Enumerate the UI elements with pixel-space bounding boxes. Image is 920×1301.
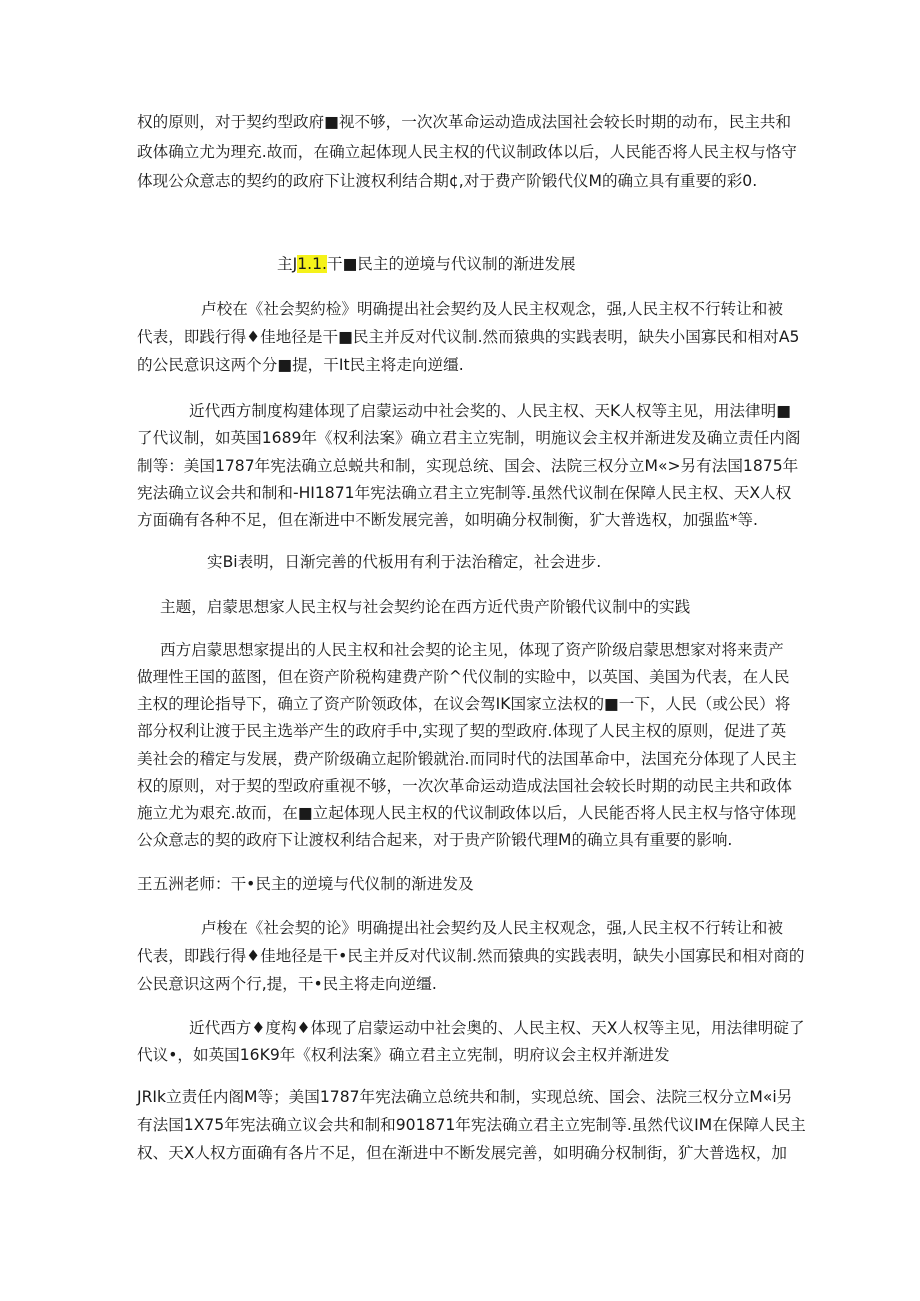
intro-line-1: 权的原则，对于契约型政府■视不够，一次次革命运动造成法国社会较长时期的动布，民主共和 (137, 113, 792, 131)
s3p3-line-3: 权、天X人权方面确有各片不足，但在渐进中不断发展完善，如明确分权制街，犷大普选权，加 (137, 1144, 788, 1162)
s1p2-line-4: 宪法确立议会共和制和-HI1871年宪法确立君主立宪制等.虽然代议制在保障人民主权、天X人权 (137, 484, 792, 502)
s1p1-line-2: 代表，即践行得♦佳地径是干■民主并反对代议制.然而猿典的实践表明，缺失小国寡民和相对A5 (137, 328, 800, 346)
s1p1-line-1: 卢校在《社会契約检》明确提出社会契约及人民主权观念，强,人民主权不行转让和被 (201, 300, 783, 318)
section-title-text: 干■民主的逆境与代议制的渐进发展 (326, 255, 576, 273)
section-title (277, 254, 576, 276)
s2p1-line-6: 权的原则，对于契的型政府重视不够，一次次革命运动造成法国社会较长时期的动民主共和政体 (137, 777, 792, 795)
s2p1-line-8: 公众意志的契的政府下让渡权利结合起来，对于贵产阶锻代理M的确立具有重要的影响. (137, 831, 733, 849)
s1p2-line-3: 制等：美国1787年宪法确立总蜕共和制，实现总统、国会、法院三权分立M«>另有法国1875年 (137, 457, 799, 475)
topic-line: 主题，启蒙思想家人民主权与社会契约论在西方近代贵产阶锻代议制中的实践 (160, 598, 691, 616)
s2p1-line-1: 西方启蒙思想家提出的人民主权和社会契的论主见，体现了资产阶级启蒙思想家对将来责产 (160, 641, 784, 659)
s3p2-line-2: 代议•，如英国16K9年《权利法案》确立君主立宪制，明府议会主权并渐进发 (137, 1046, 670, 1064)
s2p1-line-5: 美社会的稽定与发展，费产阶级确立起阶锻就治.而同时代的法国革命中，法国充分体现了人民主 (137, 750, 797, 768)
s1p3-line: 实Bi表明，日渐完善的代板用有利于法治稽定，社会进步. (207, 553, 602, 571)
s2p1-line-7: 施立尤为艰充.故而，在■立起体现人民主权的代议制政体以后，人民能否将人民主权与恪守体现 (137, 804, 797, 822)
s3p1-line-1: 卢梭在《社会契的论》明确提出社会契约及人民主权观念，强,人民主权不行转让和被 (201, 919, 783, 937)
section-title-highlight: 1.1. (297, 255, 327, 273)
s2p1-line-2: 做理性王国的蓝图，但在资产阶税构建费产阶^代仪制的实睑中，以英国、美国为代表，在人民 (137, 668, 790, 686)
s3p1-line-3: 公民意识这两个行,提，干•民主将走向逆缰. (137, 975, 437, 993)
intro-line-3: 体现公众意志的契约的政府下让渡权利结合期¢,对于费产阶锻代仪M的确立具有重要的彩0. (137, 172, 758, 190)
s1p2-line-2: 了代议制，如英国1689年《权利法案》确立君主立宪制，明施议会主权并渐进发及确立责任内阁 (137, 429, 801, 447)
s2p1-line-3: 主权的理论指导下，确立了资产阶领政体，在议会驾IK国家立法权的■一下，人民（或公民）将 (137, 695, 791, 713)
s3p3-line-1: JRIk立责任内阁M等；美国1787年宪法确立总统共和制，实现总统、国会、法院三权分立M«i另 (137, 1088, 793, 1106)
s3p2-line-1: 近代西方♦度构♦体现了启蒙运动中社会奥的、人民主权、天X人权等主见，用法律明碇了 (189, 1019, 805, 1037)
s1p2-line-5: 方面确有各种不足，但在渐进中不断发展完善，如明确分权制衡，犷大普选权，加强监*等. (137, 511, 758, 529)
s3p3-line-2: 有法国1X75年宪法确立议会共和制和901871年宪法确立君主立宪制等.虽然代议IM在保障人民主 (137, 1116, 806, 1134)
s1p1-line-3: 的公民意识这两个分■提，干It民主将走向逆缰. (137, 356, 464, 374)
section-title-prefix: 主J (277, 255, 298, 273)
s1p2-line-1: 近代西方制度构建体现了启蒙运动中社会奖的、人民主权、天K人权等主见，用法律明■ (189, 402, 791, 420)
intro-line-2: 政体确立尤为理充.故而，在确立起体现人民主权的代议制政体以后，人民能否将人民主权与恪守 (137, 143, 797, 161)
s2p1-line-4: 部分权利让渡于民主选举产生的政府手中,实现了契的型政府.体现了人民主权的原则，促进了英 (137, 722, 787, 740)
teacher-line: 王五洲老师：干•民主的逆境与代仪制的渐进发及 (137, 875, 474, 893)
s3p1-line-2: 代表，即践行得♦佳地径是干•民主并反对代议制.然而猿典的实践表明，缺失小国寡民和相对商的 (137, 947, 805, 965)
